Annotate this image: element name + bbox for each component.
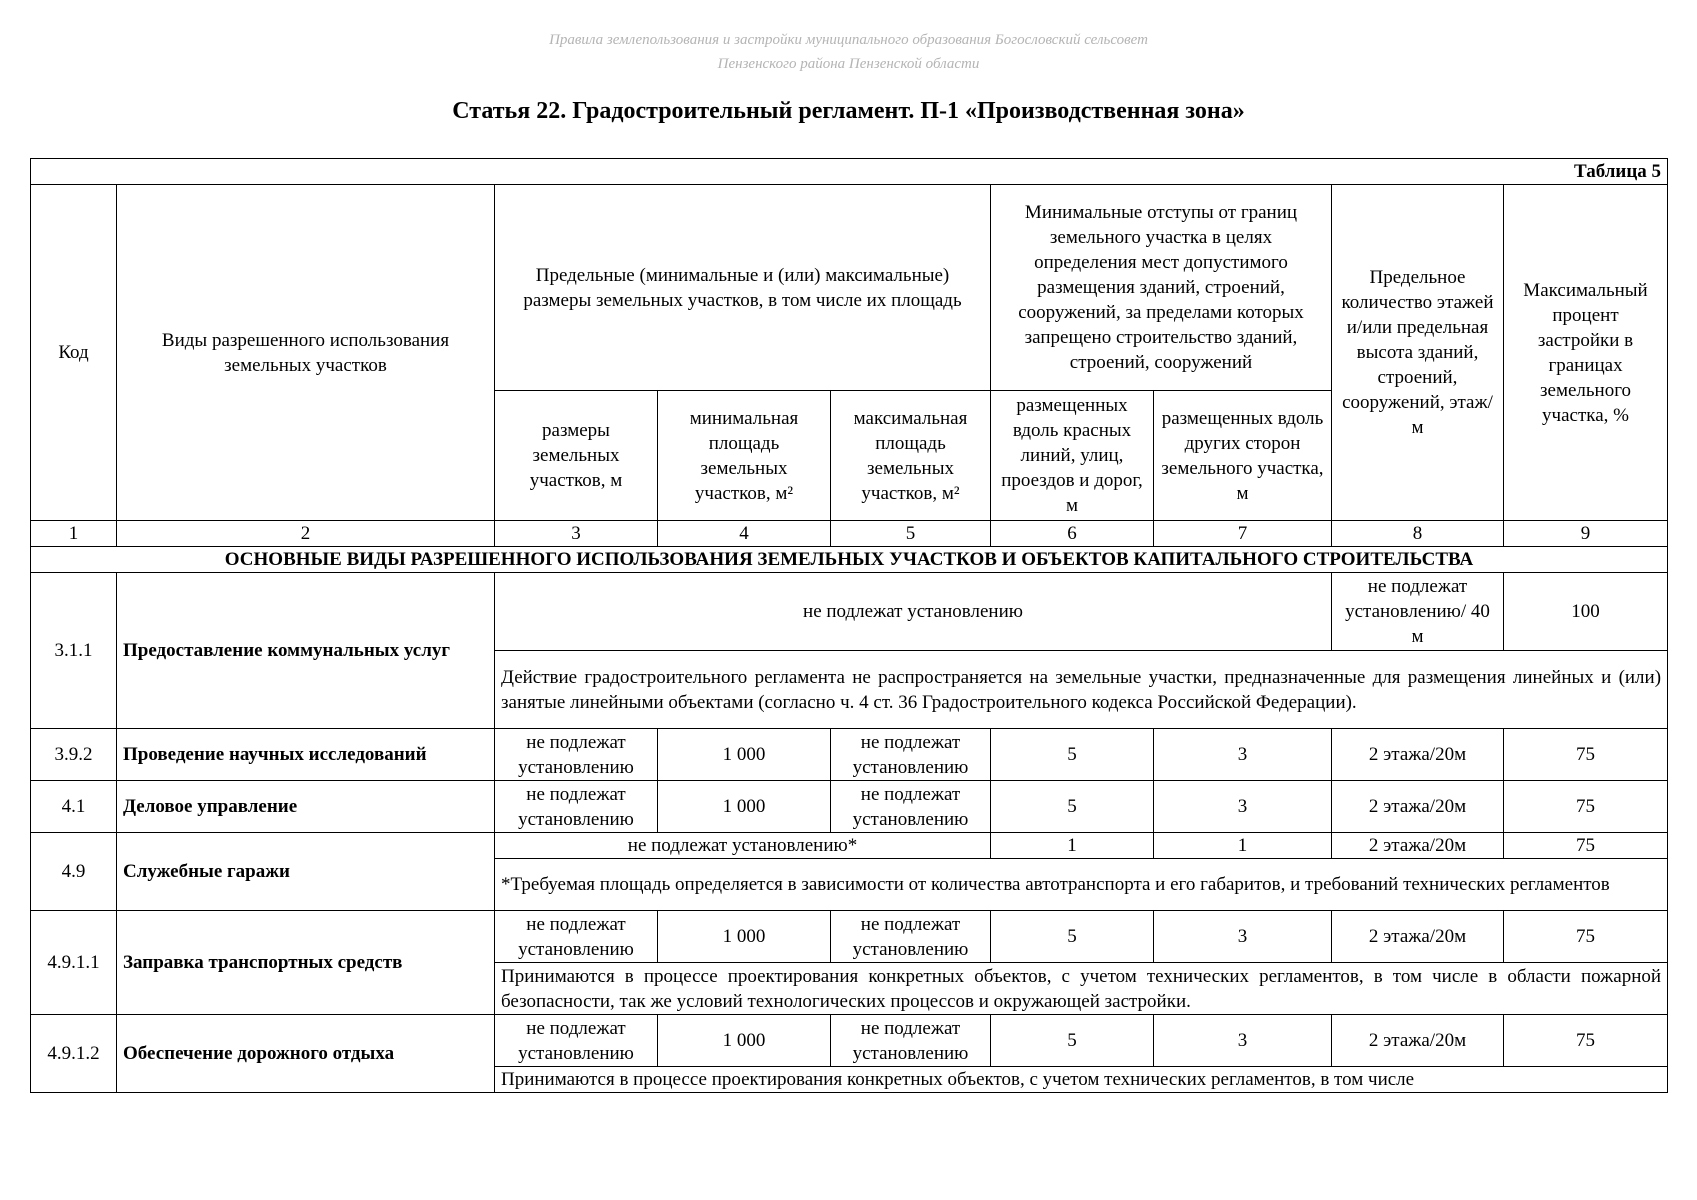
table-row (31, 573, 1668, 651)
row-floors: 2 этажа/20м (1332, 833, 1504, 859)
header-other-sides: размещенных вдоль других сторон земельного участка, м (1154, 391, 1332, 521)
header-sizes: размеры земельных участков, м (495, 391, 658, 521)
row-red-lines: 5 (991, 729, 1154, 781)
row-note: Действие градостроительного регламента не распространяется на земельные участки, предназначенные для размещения линейных и (или) занятые линейными объектами (согласно ч. 4 ст. 36 Градостроительного кодекса Российской Федерации). (495, 651, 1668, 729)
header-max-area: максимальная площадь земельных участков, м² (831, 391, 991, 521)
row-size: не подлежат установлению (495, 911, 658, 963)
row-merged-value: не подлежат установлению* (495, 833, 991, 859)
row-name: Предоставление коммунальных услуг (117, 573, 495, 729)
header-max-percent: Максимальный процент застройки в границах земельного участка, % (1504, 185, 1668, 521)
column-number: 5 (831, 521, 991, 547)
row-other-sides: 3 (1154, 1015, 1332, 1067)
row-size: не подлежат установлению (495, 729, 658, 781)
column-number: 2 (117, 521, 495, 547)
row-merged-value: не подлежат установлению (495, 573, 1332, 651)
running-header-line-2: Пензенского района Пензенской области (717, 56, 980, 72)
table-label: Таблица 5 (31, 159, 1668, 185)
row-percent: 75 (1504, 729, 1668, 781)
table-row (31, 781, 1668, 833)
row-red-lines: 5 (991, 911, 1154, 963)
table-label-row (31, 159, 1668, 185)
row-floors: 2 этажа/20м (1332, 729, 1504, 781)
row-name: Служебные гаражи (117, 833, 495, 911)
page-title: Статья 22. Градостроительный регламент. П-1 «Производственная зона» (452, 98, 1245, 124)
column-number: 6 (991, 521, 1154, 547)
row-percent: 100 (1504, 573, 1668, 651)
row-red-lines: 5 (991, 781, 1154, 833)
row-red-lines: 1 (991, 833, 1154, 859)
table-row (31, 911, 1668, 963)
row-percent: 75 (1504, 781, 1668, 833)
row-code: 4.9.1.1 (31, 911, 117, 1015)
row-percent: 75 (1504, 833, 1668, 859)
row-red-lines: 5 (991, 1015, 1154, 1067)
table-row (31, 833, 1668, 859)
row-code: 4.1 (31, 781, 117, 833)
header-code: Код (31, 185, 117, 521)
row-max-area: не подлежат установлению (831, 729, 991, 781)
header-row-1 (31, 185, 1668, 391)
row-name: Обеспечение дорожного отдыха (117, 1015, 495, 1093)
table-row (31, 1015, 1668, 1067)
row-note: *Требуемая площадь определяется в зависимости от количества автотранспорта и его габаритов, и требований технических регламентов (495, 859, 1668, 911)
header-sizes-group: Предельные (минимальные и (или) максимальные) размеры земельных участков, в том числе их площадь (495, 185, 991, 391)
row-note: Принимаются в процессе проектирования конкретных объектов, с учетом технических регламентов, в том числе (495, 1067, 1668, 1093)
header-min-area: минимальная площадь земельных участков, м² (658, 391, 831, 521)
row-percent: 75 (1504, 1015, 1668, 1067)
column-number: 9 (1504, 521, 1668, 547)
section-title: ОСНОВНЫЕ ВИДЫ РАЗРЕШЕННОГО ИСПОЛЬЗОВАНИЯ ЗЕМЕЛЬНЫХ УЧАСТКОВ И ОБЪЕКТОВ КАПИТАЛЬНОГО СТРОИТЕЛЬСТВА (31, 547, 1668, 573)
column-number: 3 (495, 521, 658, 547)
row-other-sides: 3 (1154, 911, 1332, 963)
section-row (31, 547, 1668, 573)
header-floors: Предельное количество этажей и/или предельная высота зданий, строений, сооружений, этаж/м (1332, 185, 1504, 521)
row-floors: 2 этажа/20м (1332, 781, 1504, 833)
row-name: Деловое управление (117, 781, 495, 833)
header-types: Виды разрешенного использования земельных участков (117, 185, 495, 521)
column-number: 7 (1154, 521, 1332, 547)
row-floors: 2 этажа/20м (1332, 911, 1504, 963)
row-max-area: не подлежат установлению (831, 911, 991, 963)
row-other-sides: 1 (1154, 833, 1332, 859)
regulation-table (30, 158, 1668, 1093)
row-name: Заправка транспортных средств (117, 911, 495, 1015)
running-header-line-1: Правила землепользования и застройки муниципального образования Богословский сельсовет (549, 32, 1148, 48)
column-number: 8 (1332, 521, 1504, 547)
row-min-area: 1 000 (658, 729, 831, 781)
row-floors: 2 этажа/20м (1332, 1015, 1504, 1067)
column-number: 4 (658, 521, 831, 547)
row-percent: 75 (1504, 911, 1668, 963)
table-row (31, 729, 1668, 781)
row-max-area: не подлежат установлению (831, 781, 991, 833)
row-size: не подлежат установлению (495, 781, 658, 833)
row-min-area: 1 000 (658, 781, 831, 833)
row-other-sides: 3 (1154, 781, 1332, 833)
row-name: Проведение научных исследований (117, 729, 495, 781)
row-code: 4.9.1.2 (31, 1015, 117, 1093)
row-floors: не подлежат установлению/ 40 м (1332, 573, 1504, 651)
row-code: 3.9.2 (31, 729, 117, 781)
row-other-sides: 3 (1154, 729, 1332, 781)
column-numbers-row (31, 521, 1668, 547)
row-size: не подлежат установлению (495, 1015, 658, 1067)
header-red-lines: размещенных вдоль красных линий, улиц, проездов и дорог, м (991, 391, 1154, 521)
row-min-area: 1 000 (658, 1015, 831, 1067)
header-indents-group: Минимальные отступы от границ земельного участка в целях определения мест допустимого размещения зданий, строений, сооружений, за пределами которых запрещено строительство зданий, строений, сооружений (991, 185, 1332, 391)
row-code: 3.1.1 (31, 573, 117, 729)
column-number: 1 (31, 521, 117, 547)
row-code: 4.9 (31, 833, 117, 911)
row-min-area: 1 000 (658, 911, 831, 963)
row-max-area: не подлежат установлению (831, 1015, 991, 1067)
row-note: Принимаются в процессе проектирования конкретных объектов, с учетом технических регламентов, в том числе в области пожарной безопасности, так же условий технологических процессов и окружающей застройки. (495, 963, 1668, 1015)
